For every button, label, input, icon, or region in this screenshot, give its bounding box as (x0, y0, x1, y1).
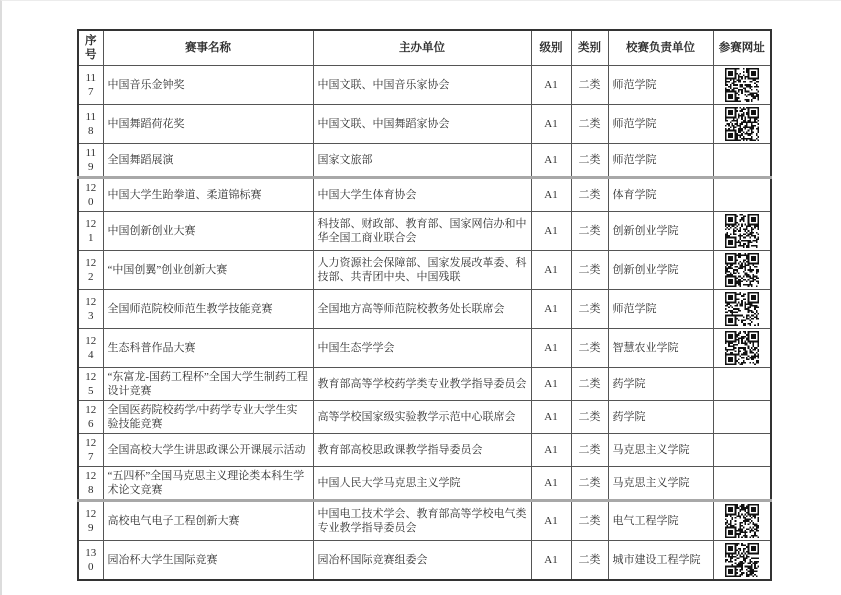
cell-no: 122 (78, 251, 103, 290)
cell-name: 中国大学生跆拳道、柔道锦标赛 (103, 178, 313, 212)
cell-category: 二类 (571, 467, 608, 501)
cell-organizer: 中国文联、中国舞蹈家协会 (313, 105, 531, 144)
cell-name: “五四杯”全国马克思主义理论类本科生学术论文竞赛 (103, 467, 313, 501)
cell-organizer: 高等学校国家级实验教学示范中心联席会 (313, 401, 531, 434)
table-row (78, 66, 771, 105)
cell-url (713, 105, 771, 144)
competition-table (77, 29, 772, 581)
cell-url (713, 501, 771, 541)
table-row (78, 368, 771, 401)
cell-no: 125 (78, 368, 103, 401)
cell-name: 全国高校大学生讲思政课公开课展示活动 (103, 434, 313, 467)
cell-unit: 马克思主义学院 (608, 467, 713, 501)
cell-url (713, 368, 771, 401)
cell-name: 中国创新创业大赛 (103, 212, 313, 251)
cell-no: 124 (78, 329, 103, 368)
table-header (78, 30, 771, 66)
cell-category: 二类 (571, 178, 608, 212)
table-row (78, 105, 771, 144)
cell-category: 二类 (571, 329, 608, 368)
cell-organizer: 教育部高等学校药学类专业教学指导委员会 (313, 368, 531, 401)
cell-category: 二类 (571, 501, 608, 541)
cell-unit: 创新创业学院 (608, 212, 713, 251)
cell-url (713, 434, 771, 467)
column-header-name: 赛事名称 (103, 30, 313, 66)
cell-no: 128 (78, 467, 103, 501)
cell-category: 二类 (571, 541, 608, 581)
cell-category: 二类 (571, 401, 608, 434)
cell-name: 高校电气电子工程创新大赛 (103, 501, 313, 541)
cell-unit: 药学院 (608, 401, 713, 434)
table-row (78, 434, 771, 467)
cell-level: A1 (531, 212, 571, 251)
cell-no: 123 (78, 290, 103, 329)
cell-category: 二类 (571, 212, 608, 251)
cell-name: “中国创翼”创业创新大赛 (103, 251, 313, 290)
cell-organizer: 教育部高校思政课教学指导委员会 (313, 434, 531, 467)
cell-unit: 师范学院 (608, 66, 713, 105)
cell-unit: 马克思主义学院 (608, 434, 713, 467)
cell-name: 中国舞蹈荷花奖 (103, 105, 313, 144)
cell-level: A1 (531, 329, 571, 368)
cell-level: A1 (531, 541, 571, 581)
table-row (78, 541, 771, 581)
cell-unit: 师范学院 (608, 105, 713, 144)
cell-level: A1 (531, 401, 571, 434)
qr-code-icon (725, 543, 759, 577)
cell-url (713, 144, 771, 178)
cell-level: A1 (531, 105, 571, 144)
cell-level: A1 (531, 501, 571, 541)
cell-organizer: 中国生态学学会 (313, 329, 531, 368)
table-row (78, 178, 771, 212)
cell-category: 二类 (571, 66, 608, 105)
cell-url (713, 290, 771, 329)
cell-level: A1 (531, 66, 571, 105)
cell-level: A1 (531, 467, 571, 501)
cell-name: 生态科普作品大赛 (103, 329, 313, 368)
cell-no: 119 (78, 144, 103, 178)
cell-level: A1 (531, 434, 571, 467)
cell-organizer: 中国大学生体育协会 (313, 178, 531, 212)
qr-code-icon (725, 107, 759, 141)
table-row (78, 401, 771, 434)
column-header-no: 序号 (78, 30, 103, 66)
cell-unit: 师范学院 (608, 290, 713, 329)
cell-level: A1 (531, 368, 571, 401)
table-row (78, 144, 771, 178)
cell-unit: 药学院 (608, 368, 713, 401)
qr-code-icon (725, 504, 759, 538)
cell-no: 120 (78, 178, 103, 212)
cell-unit: 师范学院 (608, 144, 713, 178)
cell-no: 126 (78, 401, 103, 434)
cell-category: 二类 (571, 368, 608, 401)
cell-url (713, 66, 771, 105)
column-header-category: 类别 (571, 30, 608, 66)
table-row (78, 501, 771, 541)
table-row (78, 251, 771, 290)
cell-url (713, 251, 771, 290)
cell-unit: 体育学院 (608, 178, 713, 212)
cell-category: 二类 (571, 290, 608, 329)
cell-url (713, 401, 771, 434)
cell-unit: 智慧农业学院 (608, 329, 713, 368)
cell-level: A1 (531, 290, 571, 329)
cell-url (713, 178, 771, 212)
cell-organizer: 中国电工技术学会、教育部高等学校电气类专业教学指导委员会 (313, 501, 531, 541)
cell-no: 130 (78, 541, 103, 581)
column-header-url: 参赛网址 (713, 30, 771, 66)
cell-url (713, 541, 771, 581)
table-row (78, 290, 771, 329)
table-row (78, 329, 771, 368)
cell-name: 全国医药院校药学/中药学专业大学生实验技能竞赛 (103, 401, 313, 434)
cell-organizer: 中国人民大学马克思主义学院 (313, 467, 531, 501)
column-header-organizer: 主办单位 (313, 30, 531, 66)
cell-no: 117 (78, 66, 103, 105)
cell-url (713, 329, 771, 368)
qr-code-icon (725, 331, 759, 365)
qr-code-icon (725, 253, 759, 287)
cell-unit: 电气工程学院 (608, 501, 713, 541)
table-body (78, 66, 771, 581)
cell-organizer: 科技部、财政部、教育部、国家网信办和中华全国工商业联合会 (313, 212, 531, 251)
cell-level: A1 (531, 144, 571, 178)
cell-name: 全国师范院校师范生教学技能竞赛 (103, 290, 313, 329)
column-header-level: 级别 (531, 30, 571, 66)
cell-organizer: 中国文联、中国音乐家协会 (313, 66, 531, 105)
cell-url (713, 212, 771, 251)
cell-category: 二类 (571, 251, 608, 290)
cell-name: 中国音乐金钟奖 (103, 66, 313, 105)
cell-no: 121 (78, 212, 103, 251)
qr-code-icon (725, 68, 759, 102)
qr-code-icon (725, 214, 759, 248)
cell-name: 园冶杯大学生国际竞赛 (103, 541, 313, 581)
cell-organizer: 国家文旅部 (313, 144, 531, 178)
header-row (78, 30, 771, 66)
cell-level: A1 (531, 178, 571, 212)
cell-name: 全国舞蹈展演 (103, 144, 313, 178)
cell-category: 二类 (571, 434, 608, 467)
cell-unit: 创新创业学院 (608, 251, 713, 290)
cell-level: A1 (531, 251, 571, 290)
cell-no: 129 (78, 501, 103, 541)
cell-organizer: 人力资源社会保障部、国家发展改革委、科技部、共青团中央、中国残联 (313, 251, 531, 290)
cell-category: 二类 (571, 144, 608, 178)
cell-no: 127 (78, 434, 103, 467)
cell-unit: 城市建设工程学院 (608, 541, 713, 581)
qr-code-icon (725, 292, 759, 326)
cell-category: 二类 (571, 105, 608, 144)
column-header-unit: 校赛负责单位 (608, 30, 713, 66)
cell-name: “东富龙-国药工程杯”全国大学生制药工程设计竞赛 (103, 368, 313, 401)
table-row (78, 467, 771, 501)
cell-url (713, 467, 771, 501)
table-row (78, 212, 771, 251)
cell-organizer: 全国地方高等师范院校教务处长联席会 (313, 290, 531, 329)
cell-no: 118 (78, 105, 103, 144)
cell-organizer: 园冶杯国际竞赛组委会 (313, 541, 531, 581)
